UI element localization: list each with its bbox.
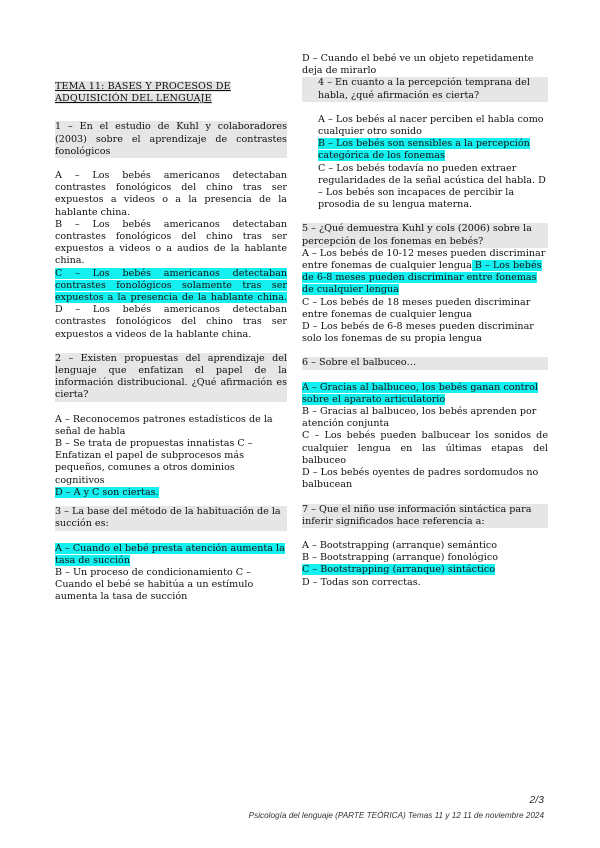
q7-option-d: D – Todas son correctas.: [302, 576, 421, 588]
q2-option-d-correct: D – A y C son ciertas.: [55, 486, 159, 498]
question-7: [302, 504, 548, 589]
question-2: [55, 353, 287, 499]
q4-option-b-correct: B – Los bebés son sensibles a la percepción categórica de los fonemas: [318, 138, 530, 162]
title-line-2: ADQUISICIÓN DEL LENGUAJE: [55, 93, 212, 105]
q5-option-b-correct: B – Los bebés de 6-8 meses pueden discriminar entre fonemas de cualquier lengua: [302, 260, 542, 296]
q3-option-d: D – Cuando el bebé ve un objeto repetidamente deja de mirarlo: [302, 53, 534, 77]
q5-option-c: C – Los bebés de 18 meses pueden discriminar entre fonemas de cualquier lengua: [302, 296, 531, 320]
document-title: [55, 81, 287, 105]
question-6-text: 6 – Sobre el balbuceo…: [302, 357, 548, 369]
q6-option-d: D – Los bebés oyentes de padres sordomudos no balbucean: [302, 467, 539, 491]
footer-text: Psicología del lenguaje (PARTE TEÓRICA) Temas 11 y 12 11 de noviembre 2024: [248, 811, 544, 820]
question-1-text: 1 – En el estudio de Kuhl y colaboradores (2003) sobre el aprendizaje de contrastes fonológicos: [55, 121, 287, 157]
question-6: [302, 357, 548, 491]
q7-option-c-correct: C – Bootstrapping (arranque) sintáctico: [302, 564, 496, 576]
q6-option-c: C – Los bebés pueden balbucear los sonidos de cualquier lengua en las últimas etapas del balbuceo: [302, 430, 548, 466]
q5-option-d: D – Los bebés de 6-8 meses pueden discriminar solo los fonemas de su propia lengua: [302, 321, 534, 345]
q1-option-d: D – Los bebés americanos detectaban contrastes fonológicos del chino tras ser expuestos a videos de la hablante china.: [55, 304, 287, 340]
q3-option-b-c: B – Un proceso de condicionamiento C – Cuando el bebé se habitúa a un estímulo aumenta la tasa de succión: [55, 566, 254, 603]
title-line-1: TEMA 11: BASES Y PROCESOS DE: [55, 81, 231, 92]
question-1: [55, 121, 287, 340]
right-column: [302, 53, 548, 589]
question-7-text: 7 – Que el niño use información sintáctica para inferir significados hace referencia a:: [302, 504, 548, 528]
question-4-text: 4 – En cuanto a la percepción temprana del habla, ¿qué afirmación es cierta?: [302, 77, 548, 101]
q2-option-b-c: B – Se trata de propuestas innatistas C – Enfatizan el papel de subprocesos más pequeños, comunes a otros dominios cognitivos: [55, 438, 253, 486]
q1-option-c-correct: C – Los bebés americanos detectaban contrastes fonológicos solamente tras ser expuestos a la presencia de la hablante china.: [55, 267, 287, 304]
q7-option-a: A – Bootstrapping (arranque) semántico: [302, 539, 498, 551]
q6-option-a-correct: A – Gracias al balbuceo, los bebés ganan control sobre el aparato articulatorio: [302, 381, 538, 405]
q4-option-c-d: C – Los bebés todavía no pueden extraer regularidades de la señal acústica del habla. D – Los bebés son incapaces de percibir la prosodia de su lengua materna.: [318, 162, 546, 211]
question-3: [55, 506, 287, 603]
q3-option-a-correct: A – Cuando el bebé presta atención aumenta la tasa de succión: [55, 542, 285, 566]
q1-option-b: B – Los bebés americanos detectaban contrastes fonológicos del chino tras ser expuestos a videos o a audios de la hablante china.: [55, 218, 287, 267]
q5-option-a: A – Los bebés de 10-12 meses pueden discriminar entre fonemas de cualquier lengua: [302, 247, 546, 272]
q2-option-a: A – Reconocemos patrones estadísticos de la señal de habla: [55, 413, 273, 437]
question-2-text: 2 – Existen propuestas del aprendizaje del lenguaje que enfatizan el papel de la información distribucional. ¿Qué afirmación es cierta?: [55, 352, 287, 401]
question-4: [302, 77, 548, 211]
q1-option-a: A – Los bebés americanos detectaban contrastes fonológicos del chino tras ser expuestos a videos o a la presencia de la hablante china.: [55, 170, 287, 218]
q4-option-a: A – Los bebés al nacer perciben el habla como cualquier otro sonido: [318, 113, 544, 138]
question-5-text: 5 – ¿Qué demuestra Kuhl y cols (2006) sobre la percepción de los fonemas en bebés?: [302, 223, 548, 247]
q6-option-b: B – Gracias al balbuceo, los bebés aprenden por atención conjunta: [302, 406, 537, 430]
question-3-text: 3 – La base del método de la habituación de la succión es:: [55, 506, 287, 530]
question-5: [302, 223, 548, 345]
left-column: [55, 53, 287, 604]
q7-option-b: B – Bootstrapping (arranque) fonológico: [302, 552, 499, 564]
page-number: 2/3: [529, 794, 544, 806]
